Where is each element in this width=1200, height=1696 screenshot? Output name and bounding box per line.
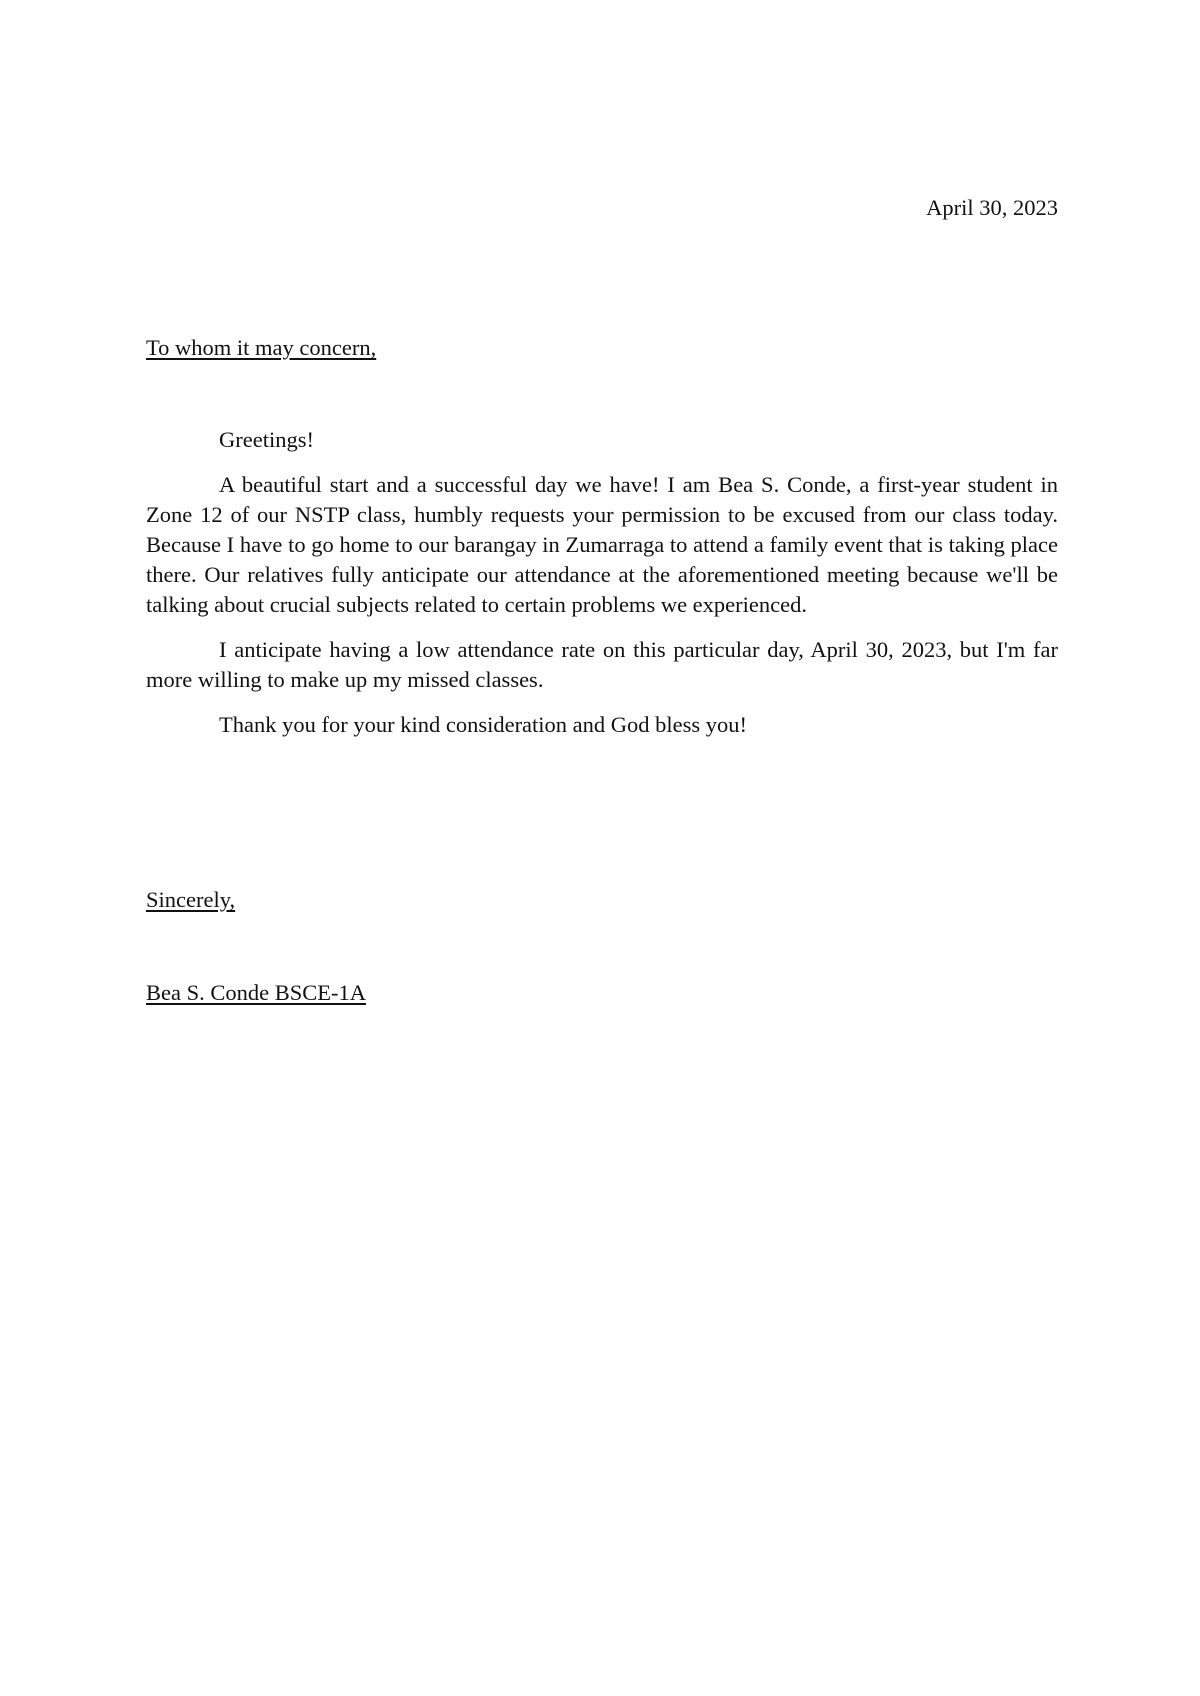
letter-body (146, 425, 1058, 755)
signature-name: Bea S. Conde BSCE-1A (146, 980, 367, 1005)
attendance-paragraph: I anticipate having a low attendance rate on this particular day, April 30, 2023, but I'm far more willing to make up my missed classes. (146, 637, 1058, 692)
thanks-paragraph: Thank you for your kind consideration and God bless you! (219, 712, 748, 737)
closing: Sincerely, (146, 887, 236, 912)
salutation: To whom it may concern, (146, 335, 377, 360)
greeting-paragraph: Greetings! (219, 427, 314, 452)
request-paragraph: A beautiful start and a successful day we have! I am Bea S. Conde, a first-year student in Zone 12 of our NSTP class, humbly requests your permission to be excused from our class today. Because I have to go home to our barangay in Zumarraga to attend a family event that is taking place there. Our relatives fully anticipate our attendance at the aforementioned meeting because we'll be talking about crucial subjects related to certain problems we experienced. (146, 472, 1058, 617)
letter-date: April 30, 2023 (926, 195, 1058, 220)
